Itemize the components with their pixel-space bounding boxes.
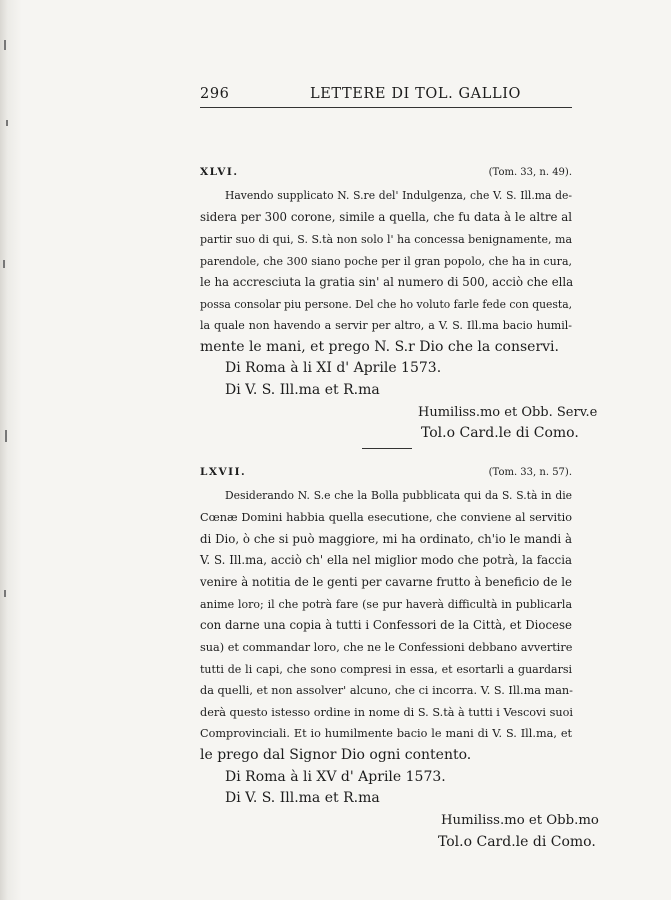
letter-text-line: Cœnæ Domini habbia quella esecutione, che conviene al servitio — [200, 511, 572, 524]
letter-address: Di V. S. Ill.ma et R.ma — [225, 790, 380, 806]
letter-text-line: di Dio, ò che si può maggiore, mi ha ordinato, ch'io le mandi à — [200, 532, 572, 546]
archive-reference: (Tom. 33, n. 49). — [488, 167, 572, 178]
page-number: 296 — [200, 86, 230, 102]
letter-text-line: la quale non havendo a servir per altro, a V. S. Ill.ma bacio humil- — [200, 319, 572, 332]
letter-text-line: parendole, che 300 siano poche per il gran popolo, che ha in cura, — [200, 255, 572, 268]
page-gutter-edge — [0, 0, 22, 900]
letter-text-line: sua) et commandar loro, che ne le Confessioni debbano avvertire — [200, 641, 573, 654]
letter-text-line: Desiderando N. S.e che la Bolla pubblicata qui da S. S.tà in die — [225, 489, 572, 502]
gutter-mark — [3, 260, 5, 268]
letter-text-line: Havendo supplicato N. S.re del' Indulgenza, che V. S. Ill.ma de- — [225, 189, 572, 202]
letter-text-line: da quelli, et non assolver' alcuno, che ci incorra. V. S. Ill.ma man- — [200, 684, 573, 697]
letter-text-line: venire à notitia de le genti per cavarne frutto à beneficio de le — [200, 575, 572, 589]
letter-numeral: LXVII. — [200, 466, 247, 478]
letter-closing: Humiliss.mo et Obb.mo — [441, 813, 599, 828]
gutter-mark — [4, 590, 6, 597]
letter-text-line: le ha accresciuta la gratia sin' al numero di 500, acciò che ella — [200, 275, 574, 289]
archive-reference: (Tom. 33, n. 57). — [488, 467, 572, 478]
letter-address: Di V. S. Ill.ma et R.ma — [225, 382, 380, 398]
letter-text-line: anime loro; il che potrà fare (se pur haverà difficultà in publicarla — [200, 598, 572, 611]
page-header — [200, 86, 572, 106]
letter-date: Di Roma à li XV d' Aprile 1573. — [225, 769, 446, 785]
letter-text-line: tutti de li capi, che sono compresi in essa, et esortarli a guardarsi — [200, 663, 572, 676]
letter-text-line: con darne una copia à tutti i Confessori de la Città, et Diocese — [200, 618, 572, 632]
letter-signature: Tol.o Card.le di Como. — [438, 834, 596, 850]
letter-text-line: sidera per 300 corone, simile a quella, che fu data à le altre al — [200, 210, 572, 224]
letter-text-line: Comprovinciali. Et io humilmente bacio le mani di V. S. Ill.ma, et — [200, 727, 572, 740]
running-title: LETTERE DI TOL. GALLIO — [310, 86, 522, 102]
letter-text-line: partir suo di qui, S. S.tà non solo l' ha concessa benignamente, ma — [200, 233, 572, 246]
letter-text-line: mente le mani, et prego N. S.r Dio che la conservi. — [200, 339, 559, 355]
letter-heading — [200, 466, 572, 480]
letter-signature: Tol.o Card.le di Como. — [421, 425, 579, 441]
gutter-mark — [5, 430, 7, 442]
letter-text-line: V. S. Ill.ma, acciò ch' ella nel miglior modo che potrà, la faccia — [200, 553, 572, 567]
letter-heading — [200, 166, 572, 180]
letter-separator — [362, 448, 412, 449]
letter-text-line: derà questo istesso ordine in nome di S. S.tà à tutti i Vescovi suoi — [200, 706, 573, 719]
letter-text-line: le prego dal Signor Dio ogni contento. — [200, 747, 472, 763]
letter-numeral: XLVI. — [200, 166, 239, 178]
gutter-mark — [6, 120, 8, 126]
letter-closing: Humiliss.mo et Obb. Serv.e — [418, 405, 598, 420]
header-rule — [200, 107, 572, 108]
letter-date: Di Roma à li XI d' Aprile 1573. — [225, 360, 442, 376]
letter-text-line: possa consolar piu persone. Del che ho voluto farle fede con questa, — [200, 298, 573, 311]
gutter-mark — [4, 40, 6, 50]
